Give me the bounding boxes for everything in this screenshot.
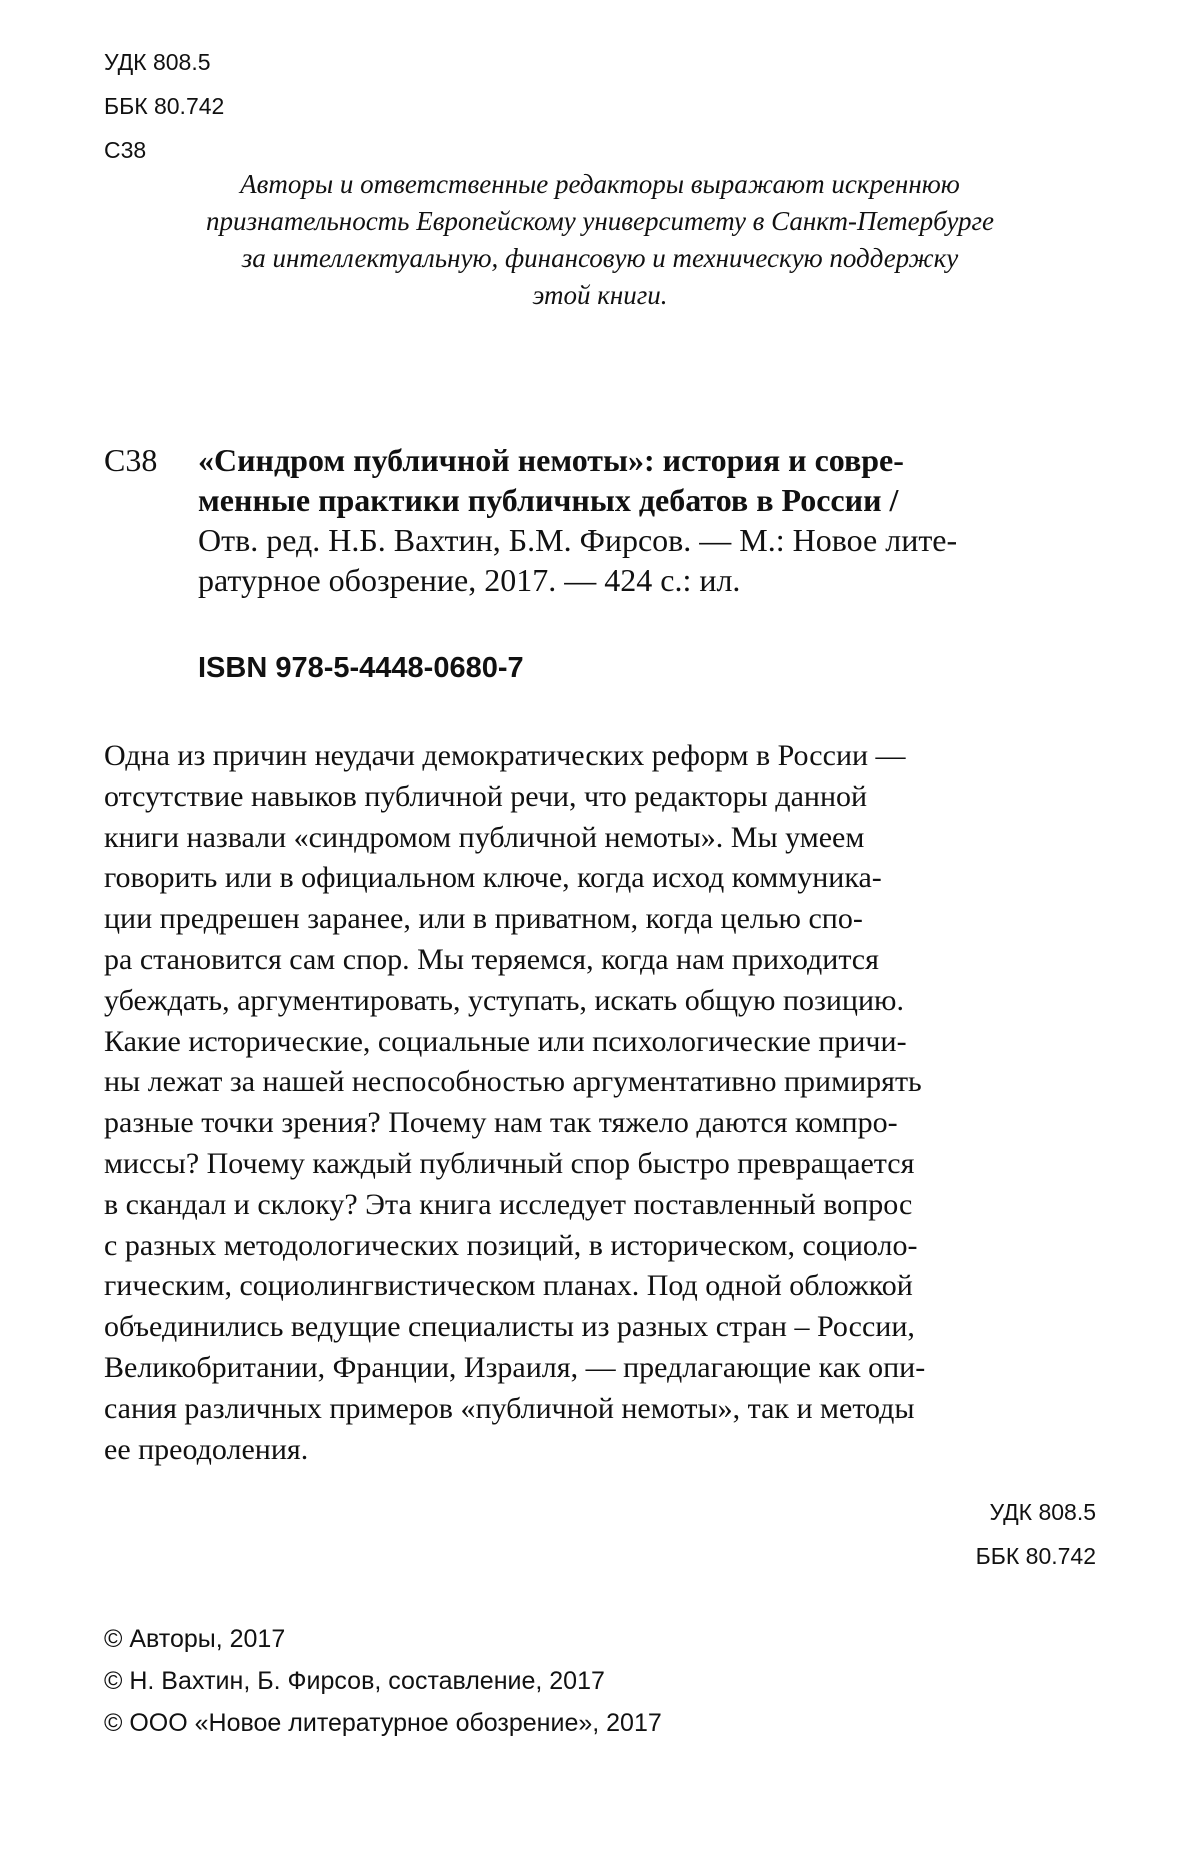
abstract-line: гическим, социолингвистическом планах. Под одной обложкой [104,1269,913,1303]
abstract-line: убеждать, аргументировать, уступать, искать общую позицию. [104,983,904,1017]
acknowledgment-line: за интеллектуальную, финансовую и техническую поддержку [241,243,959,273]
abstract-line: ра становится сам спор. Мы теряемся, когда нам приходится [104,942,879,976]
abstract-line: в скандал и склоку? Эта книга исследует поставленный вопрос [104,1187,913,1221]
abstract-line: с разных методологических позиций, в историческом, социоло- [104,1228,918,1262]
author-mark: С38 [104,137,147,163]
acknowledgment [110,166,1090,314]
acknowledgment-line: Авторы и ответственные редакторы выражают искреннюю [240,169,960,199]
bbk-code: ББК 80.742 [104,93,225,119]
acknowledgment-line: признательность Европейскому университету в Санкт-Петербурге [206,206,994,236]
udk-code: УДК 808.5 [989,1499,1096,1525]
copyright-notices [104,1618,662,1744]
copyright-line: © Н. Вахтин, Б. Фирсов, составление, 2017 [104,1667,605,1695]
abstract-line: ны лежат за нашей неспособностью аргументативно примирять [104,1065,922,1099]
bibliographic-author-mark: С38 [104,442,158,478]
abstract-line: говорить или в официальном ключе, когда исход коммуника- [104,861,882,895]
abstract-line: сания различных примеров «публичной немоты», так и методы [104,1391,915,1425]
abstract-line: отсутствие навыков публичной речи, что редакторы данной [104,779,868,813]
abstract-line: Великобритании, Франции, Израиля, — предлагающие как опи- [104,1350,926,1384]
abstract-line: ее преодоления. [104,1432,309,1466]
copyright-line: © Авторы, 2017 [104,1625,286,1653]
abstract-line: объединились ведущие специалисты из разных стран – России, [104,1310,915,1344]
isbn: ISBN 978-5-4448-0680-7 [198,652,524,684]
abstract-line: разные точки зрения? Почему нам так тяжело даются компро- [104,1106,898,1140]
classification-codes-top [104,40,224,172]
abstract-line: ции предрешен заранее, или в приватном, когда целью спо- [104,902,863,936]
acknowledgment-line: этой книги. [532,280,668,310]
abstract-line: Одна из причин неудачи демократических реформ в России — [104,739,906,772]
abstract-line: Какие исторические, социальные или психологические причи- [104,1024,907,1058]
book-title-line: «Синдром публичной немоты»: история и совре- [198,442,904,478]
book-details-line: Отв. ред. Н.Б. Вахтин, Б.М. Фирсов. — М.: Новое лите- [198,522,958,558]
bbk-code: ББК 80.742 [975,1543,1096,1569]
abstract [104,736,1100,1470]
book-title-line: менные практики публичных дебатов в России / [198,482,899,518]
copyright-line: © ООО «Новое литературное обозрение», 2017 [104,1709,662,1737]
bibliographic-record [198,440,1098,600]
udk-code: УДК 808.5 [104,49,211,75]
abstract-line: миссы? Почему каждый публичный спор быстро превращается [104,1146,915,1180]
classification-codes-bottom [976,1490,1096,1578]
abstract-line: книги назвали «синдромом публичной немоты». Мы умеем [104,820,865,854]
book-details-line: ратурное обозрение, 2017. — 424 с.: ил. [198,562,741,598]
